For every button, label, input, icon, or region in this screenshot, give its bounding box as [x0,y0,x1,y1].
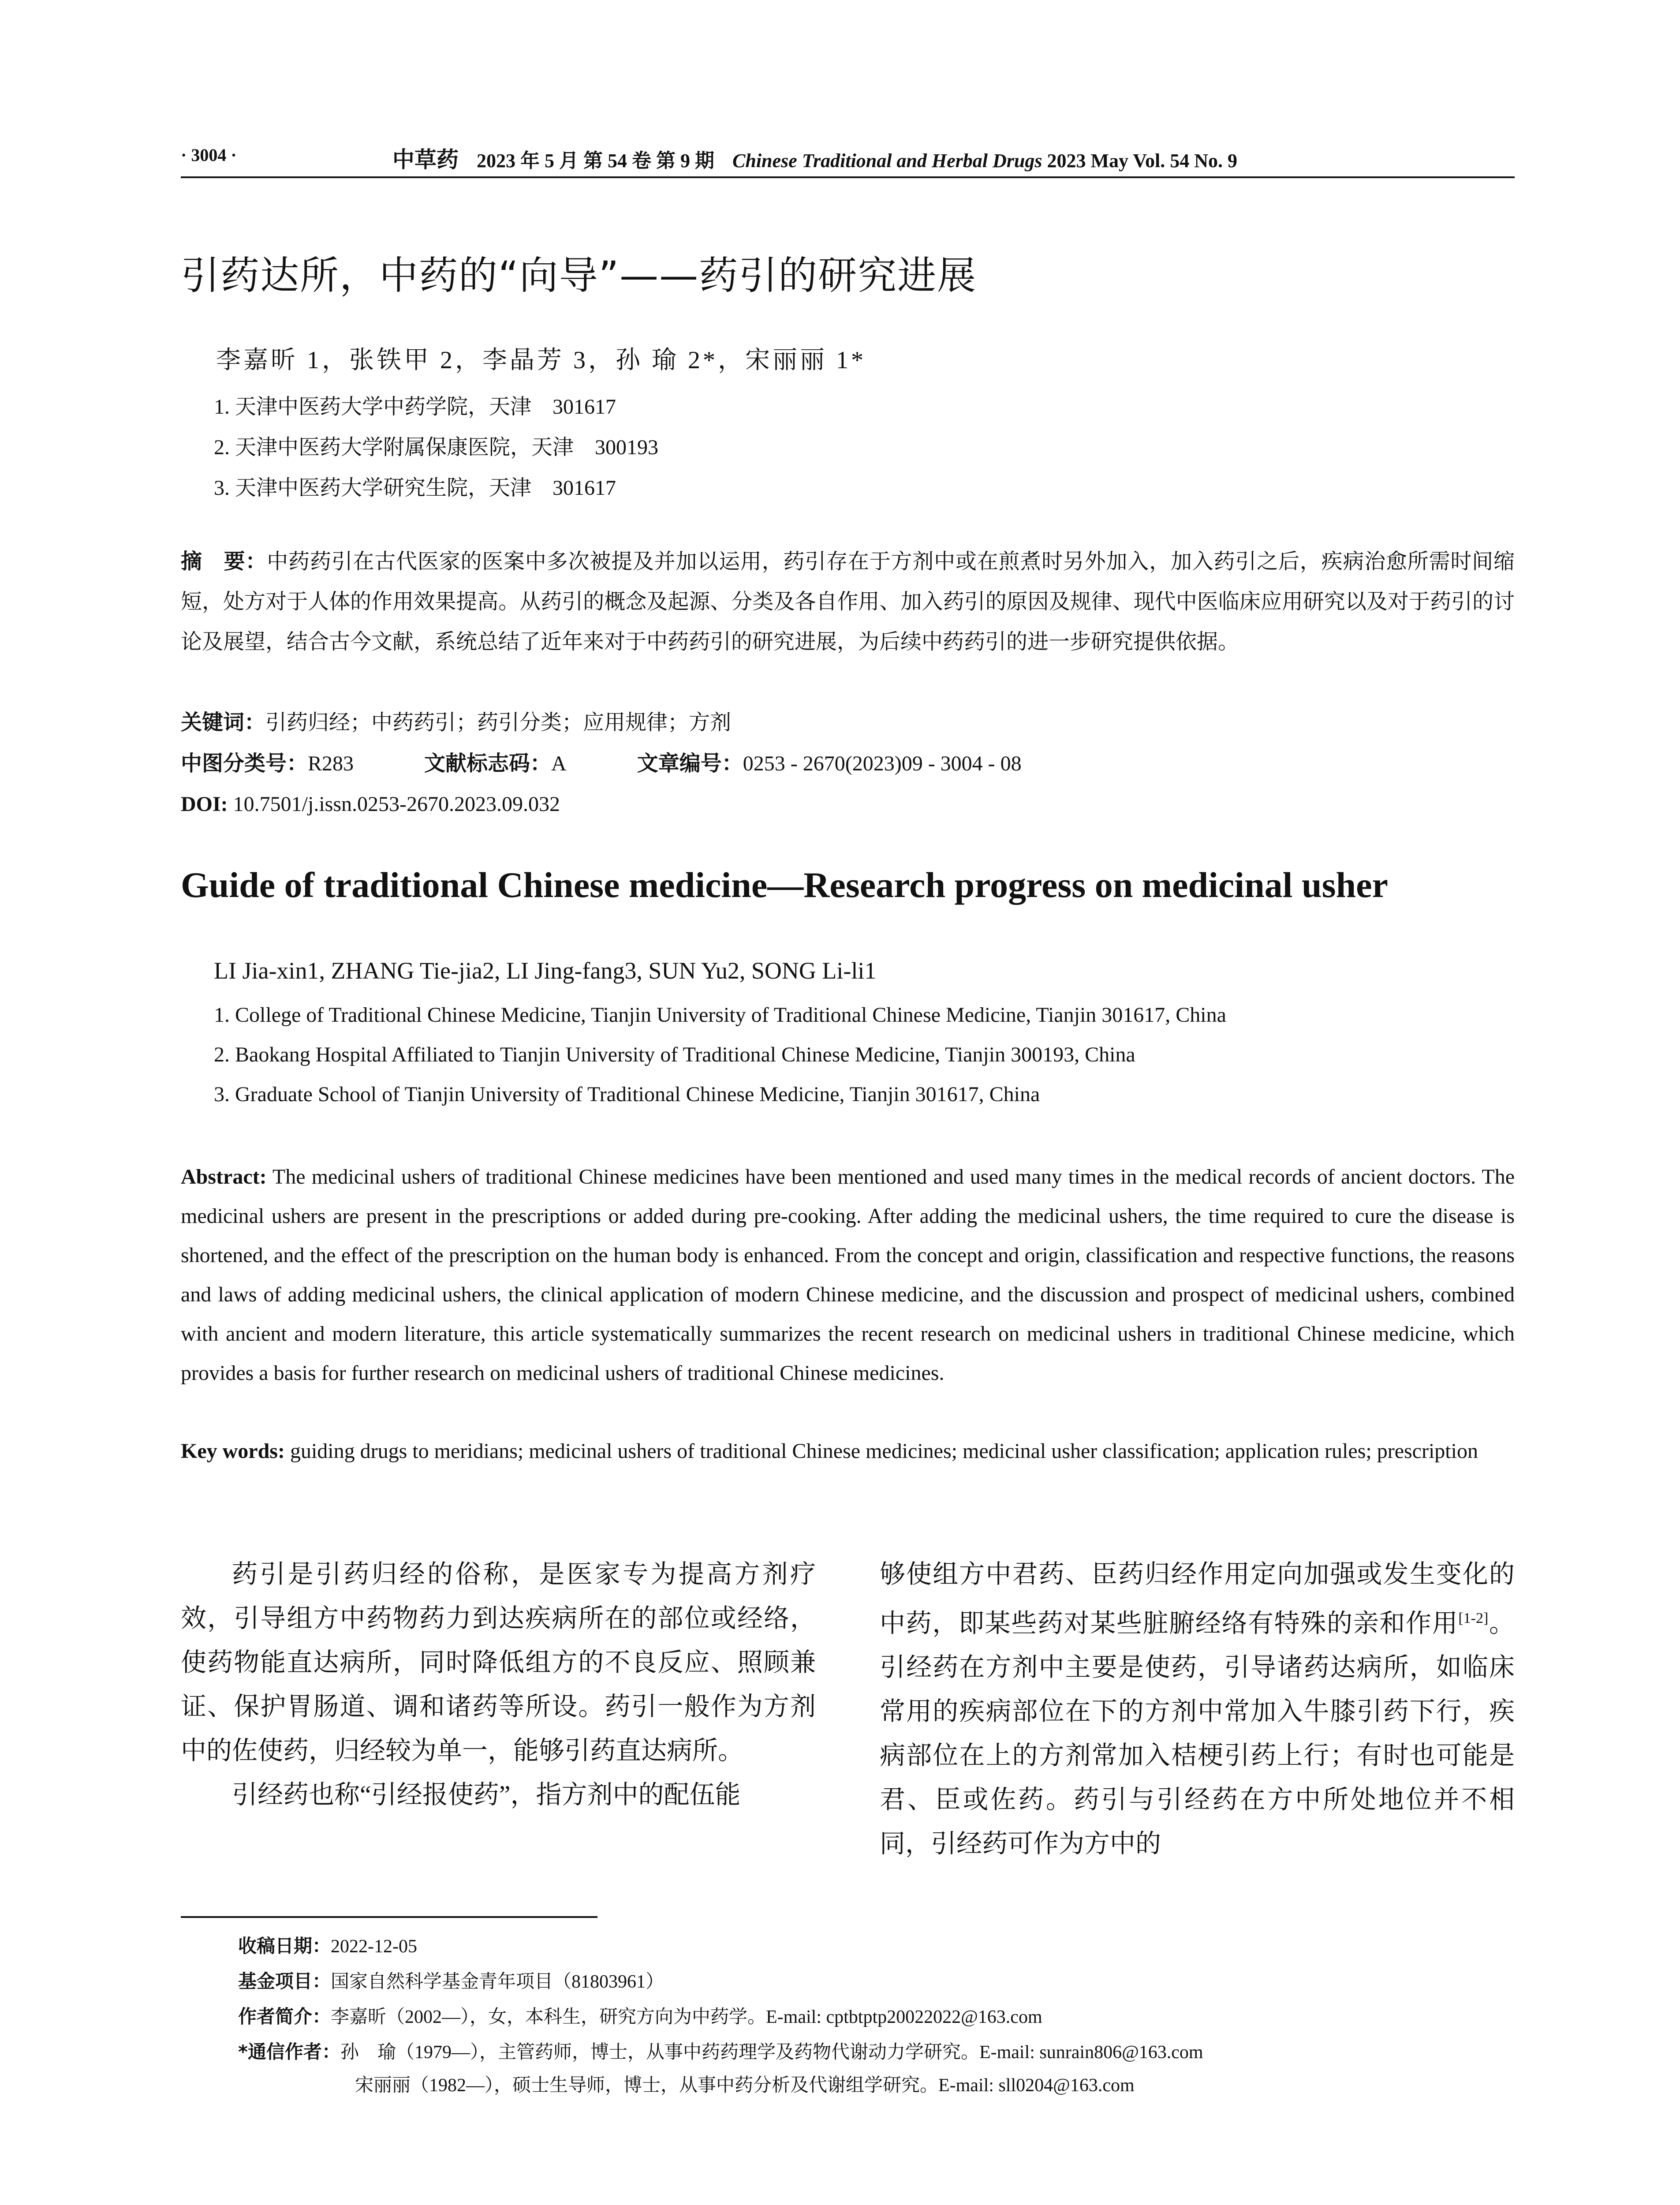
author-bio-text: 李嘉昕（2002—），女，本科生，研究方向为中药学。E-mail: cptbtptp20022022@163.com [331,2007,1042,2027]
en-authors: LI Jia-xin1, ZHANG Tie-jia2, LI Jing-fang3, SUN Yu2, SONG Li-li1 [214,957,877,984]
cn-abstract-label: 摘 要： [181,549,267,574]
en-affiliation-3: 3. Graduate School of Tianjin University of Traditional Chinese Medicine, Tianjin 301617, China [214,1083,1040,1106]
cn-authors: 李嘉昕 1，张铁甲 2，李晶芳 3，孙 瑜 2*，宋丽丽 1* [216,347,866,374]
received-date: 2022-12-05 [331,1936,417,1957]
article-number-label: 文章编号： [637,751,743,776]
en-keywords-text: guiding drugs to meridians; medicinal ushers of traditional Chinese medicines; medicinal usher classification; application rules; prescription [290,1439,1478,1463]
cn-affiliation-3: 3. 天津中医药大学研究生院，天津 301617 [214,476,616,500]
fund-label: 基金项目： [238,1970,331,1992]
fund-text: 国家自然科学基金青年项目（81803961） [331,1972,665,1992]
running-header [392,142,1237,174]
en-affiliation-1: 1. College of Traditional Chinese Medicine, Tianjin University of Traditional Chinese Medicine, Tianjin 301617, China [214,1003,1226,1027]
footnote-rule [181,1916,597,1918]
doc-code-label: 文献标志码： [424,751,552,776]
body-paragraph: 引经药也称“引经报使药”，指方剂中的配伍能 [232,1780,741,1809]
clc-label: 中图分类号： [181,751,308,776]
doi-line [181,784,1515,824]
en-keywords [181,1431,1515,1471]
doi-value[interactable]: 10.7501/j.issn.0253-2670.2023.09.032 [233,792,560,816]
cn-keywords-text: 引药归经；中药药引；药引分类；应用规律；方剂 [265,711,732,734]
body-text: 够使组方中君药、臣药归经作用定向加强或发生变化的中药，即某些药对某些脏腑经络有特殊的亲和作用 [880,1560,1515,1638]
body-column-left [181,1552,816,1817]
body-paragraph: 药引是引药归经的俗称，是医家专为提高方剂疗效，引导组方中药物药力到达疾病所在的部位或经络，使药物能直达病所，同时降低组方的不良反应、照顾兼证、保护胃肠道、调和诸药等所设。药引一般作为方剂中的佐使药，归经较为单一，能够引药直达病所。 [181,1560,816,1765]
corresponding-author-2: 宋丽丽（1982—），硕士生导师，博士，从事中药分析及代谢组学研究。E-mail: sll0204@163.com [355,2075,1135,2096]
corresponding-author-1: 孙 瑜（1979—），主管药师，博士，从事中药药理学及药物代谢动力学研究。E-mail: sunrain806@163.com [340,2042,1203,2063]
corresponding-label: *通信作者： [238,2041,340,2063]
clc-value: R283 [308,752,354,775]
cn-title: 引药达所，中药的“向导”——药引的研究进展 [181,253,977,298]
page-number: · 3004 · [181,145,237,165]
article-number-value: 0253 - 2670(2023)09 - 3004 - 08 [743,752,1022,775]
author-bio-label: 作者简介： [238,2006,331,2027]
en-abstract [181,1157,1515,1393]
classification-line [181,744,1515,784]
header-rule [181,176,1515,178]
cn-keywords-label: 关键词： [181,710,266,735]
footnote-author [238,2002,1042,2029]
issue-cn: 2023 年 5 月 第 54 卷 第 9 期 [477,150,714,172]
doc-code-value: A [551,752,567,775]
footnote-received [238,1932,417,1958]
body-column-right [880,1552,1515,1866]
body-paragraph [880,1552,1515,1866]
doi-label: DOI: [181,792,228,816]
footnote-corresponding [238,2037,1203,2064]
cn-abstract [181,542,1515,662]
cn-keywords [181,703,1515,743]
journal-brand: 中草药 [392,147,459,172]
received-label: 收稿日期： [238,1935,331,1957]
issue-en: 2023 May Vol. 54 No. 9 [1047,150,1237,172]
cn-abstract-text: 中药药引在古代医家的医案中多次被提及并加以运用，药引存在于方剂中或在煎煮时另外加入，加入药引之后，疾病治愈所需时间缩短，处方对于人体的作用效果提高。从药引的概念及起源、分类及各自作用、加入药引的原因及规律、现代中医临床应用研究以及对于药引的讨论及展望，结合古今文献，系统总结了近年来对于中药药引的研究进展，为后续中药药引的进一步研究提供依据。 [181,550,1515,654]
en-keywords-label: Key words: [181,1439,285,1463]
cn-affiliation-1: 1. 天津中医药大学中药学院，天津 301617 [214,395,616,419]
en-abstract-text: The medicinal ushers of traditional Chinese medicines have been mentioned and used many times in the medical records of ancient doctors. The medicinal ushers are present in the prescriptions or added during pre-cooking. After adding the medicinal ushers, the time required to cure the disease is shortened, and the effect of the prescription on the human body is enhanced. From the concept and origin, classification and respective functions, the reasons and laws of adding medicinal ushers, the clinical application of modern Chinese medicine, and the discussion and prospect of medicinal ushers, combined with ancient and modern literature, this article systematically summarizes the recent research on medicinal ushers in traditional Chinese medicine, which provides a basis for further research on medicinal ushers of traditional Chinese medicines. [181,1165,1515,1385]
en-affiliation-2: 2. Baokang Hospital Affiliated to Tianjin University of Traditional Chinese Medicine, Tianjin 300193, China [214,1043,1135,1066]
citation-ref[interactable]: [1-2] [1458,1610,1489,1626]
footnote-fund [238,1967,664,1993]
en-abstract-label: Abstract: [181,1165,267,1188]
cn-affiliation-2: 2. 天津中医药大学附属保康医院，天津 300193 [214,436,659,459]
journal-name-en: Chinese Traditional and Herbal Drugs [732,150,1042,172]
body-text: 。引经药在方剂中主要是使药，引导诸药达病所，如临床常用的疾病部位在下的方剂中常加入牛膝引药下行，疾病部位在上的方剂常加入桔梗引药上行；有时也可能是君、臣或佐药。药引与引经药在方中所处地位并不相同，引经药可作为方中的 [880,1609,1515,1858]
en-title: Guide of traditional Chinese medicine—Research progress on medicinal usher [181,865,1388,905]
